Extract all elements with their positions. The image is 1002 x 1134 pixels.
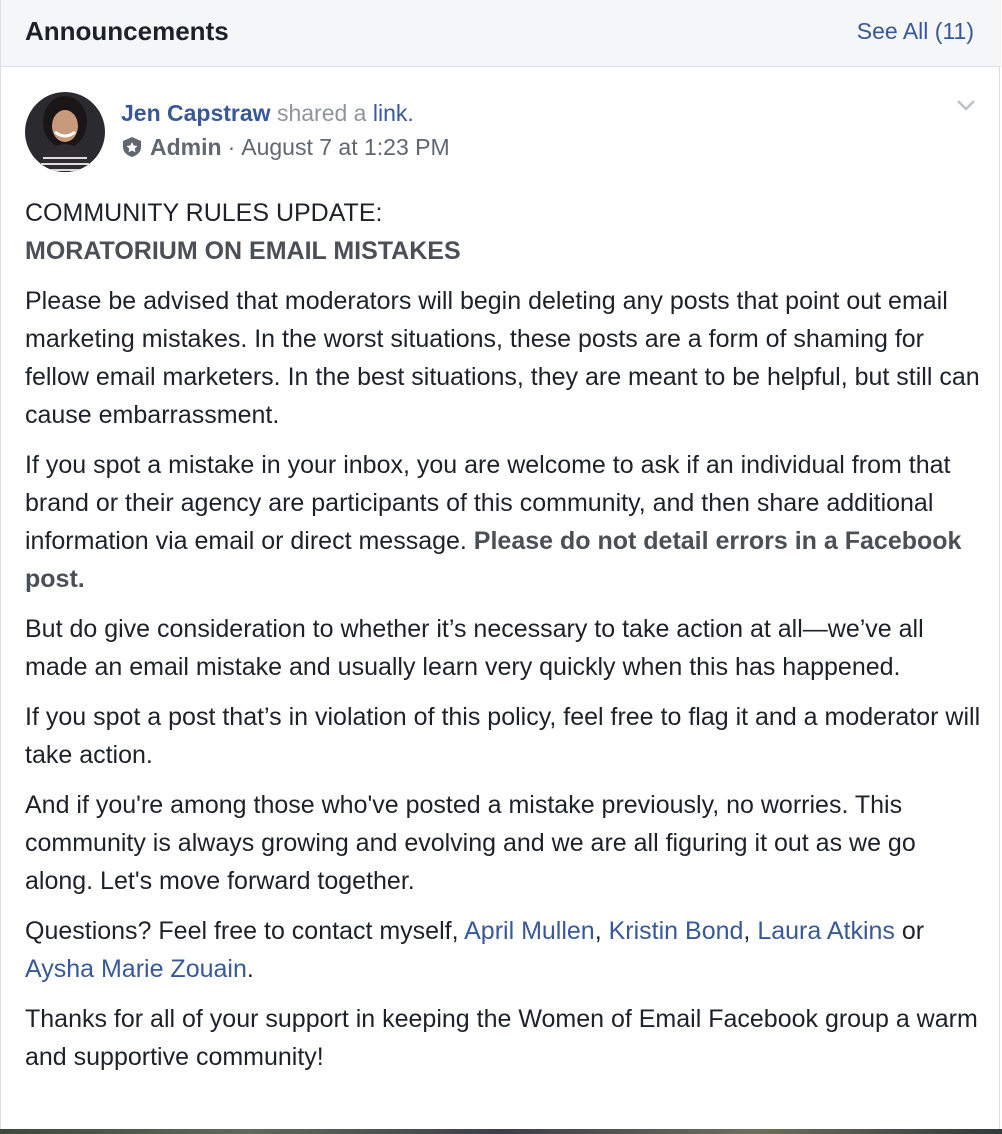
paragraph-2-text: If you spot a mistake in your inbox, you are welcome to ask if an individual from that brand or their agency are participants of this community, and then share additional information via email or direct message.	[25, 451, 951, 555]
paragraph-6-prefix: Questions? Feel free to contact myself,	[25, 917, 465, 945]
panel-title: Announcements	[25, 16, 229, 46]
paragraph-6	[25, 912, 981, 988]
mention-kristin-bond[interactable]: Kristin Bond	[608, 917, 744, 945]
admin-badge: Admin	[150, 134, 222, 160]
mention-laura-atkins[interactable]: Laura Atkins	[757, 917, 895, 945]
paragraph-4: If you spot a post that’s in violation of this policy, feel free to flag it and a moderator will take action.	[25, 703, 981, 769]
shared-link[interactable]: link.	[372, 100, 414, 126]
mention-separator: ,	[743, 917, 758, 945]
paragraph-3: But do give consideration to whether it’s necessary to take action at all—we’ve all made an email mistake and usually learn very quickly when this has happened.	[25, 615, 924, 681]
admin-shield-icon	[121, 136, 143, 158]
chevron-down-icon[interactable]	[955, 97, 977, 113]
paragraph-2-bold: Please do not detail errors in a Facebook post.	[25, 527, 962, 593]
post-body	[25, 194, 981, 1088]
post-timestamp[interactable]: August 7 at 1:23 PM	[241, 134, 450, 160]
shared-text: shared a	[276, 100, 367, 126]
mention-separator: ,	[594, 917, 609, 945]
paragraph-5: And if you're among those who've posted a mistake previously, no worries. This community is always growing and evolving and we are all figuring it out as we go along. Let's move forward together.	[25, 791, 916, 895]
author-name[interactable]: Jen Capstraw	[121, 100, 271, 126]
paragraph-1: Please be advised that moderators will begin deleting any posts that point out email marketing mistakes. In the worst situations, these posts are a form of shaming for fellow email marketers. In the best situations, they are meant to be helpful, but still can cause embarrassment.	[25, 287, 980, 429]
panel-header	[1, 0, 1001, 67]
mention-april-mullen[interactable]: April Mullen	[464, 917, 595, 945]
post-title-line2: MORATORIUM ON EMAIL MISTAKES	[25, 237, 461, 265]
separator-dot: ·	[227, 134, 236, 160]
author-avatar[interactable]	[25, 92, 105, 172]
post-title-line1: COMMUNITY RULES UPDATE:	[25, 199, 383, 227]
user-avatar-icon	[25, 92, 105, 172]
paragraph-2	[25, 446, 981, 598]
post-meta	[121, 98, 450, 162]
bottom-image-strip	[0, 1129, 1002, 1134]
see-all-link[interactable]: See All (11)	[856, 18, 974, 44]
period: .	[246, 955, 254, 983]
mention-aysha-marie-zouain[interactable]: Aysha Marie Zouain	[25, 955, 247, 983]
paragraph-7: Thanks for all of your support in keeping the Women of Email Facebook group a warm and supportive community!	[25, 1005, 978, 1071]
or-text: or	[894, 917, 925, 945]
post-title	[25, 194, 981, 270]
